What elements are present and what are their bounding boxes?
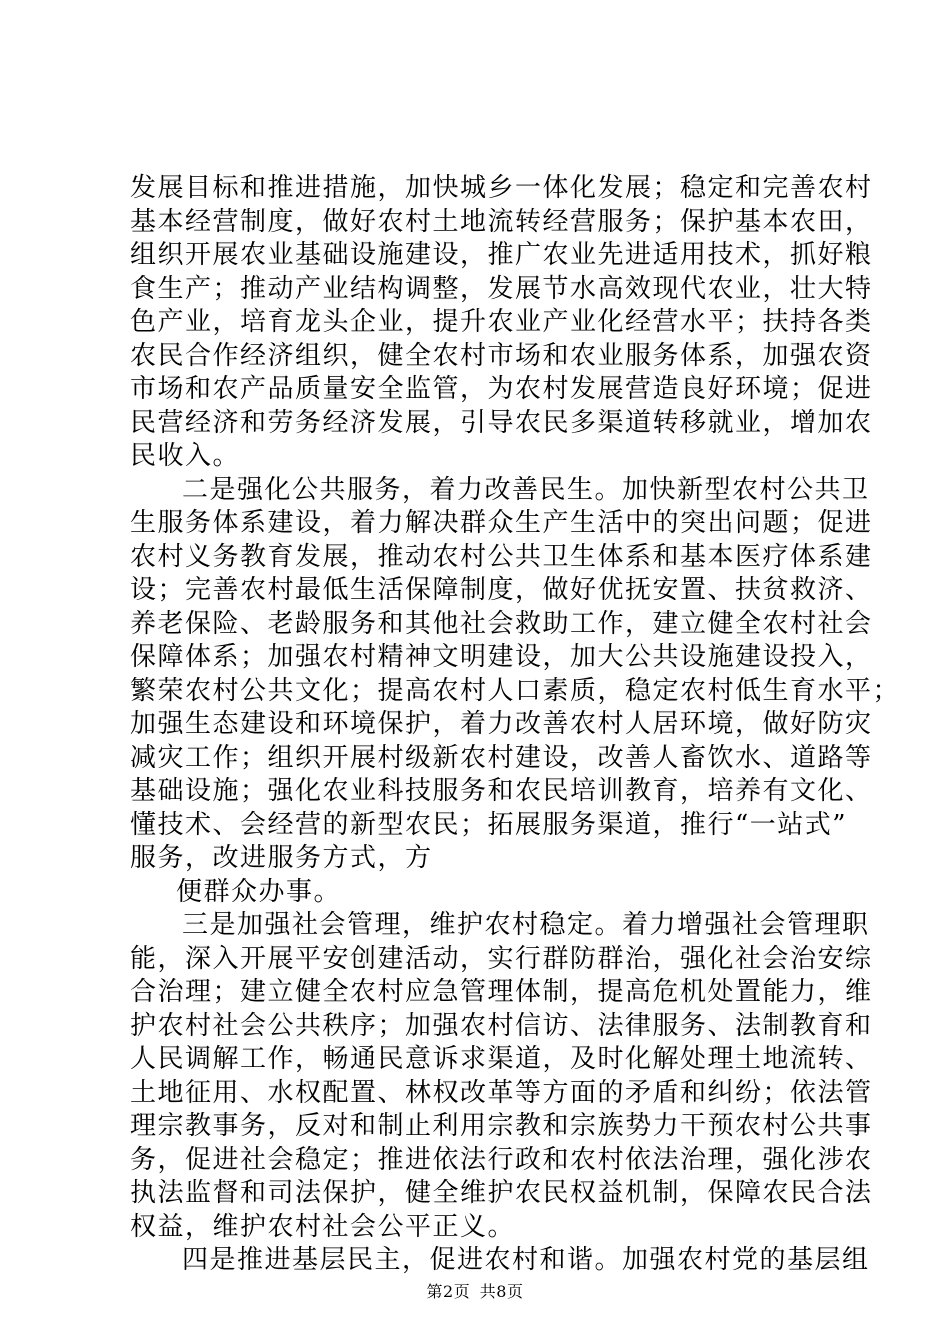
text-line: 色产业，培育龙头企业，提升农业产业化经营水平；扶持各类 — [130, 307, 873, 337]
text-line: 民营经济和劳务经济发展，引导农民多渠道转移就业，增加农 — [130, 407, 873, 438]
page-total: 共8页 — [479, 1282, 524, 1301]
page-number: 第2页 — [426, 1282, 471, 1301]
text-line: 保障体系；加强农村精神文明建设，加大公共设施建设投入， — [130, 642, 873, 672]
text-line: 养老保险、老龄服务和其他社会救助工作，建立健全农村社会 — [130, 608, 873, 639]
text-line: 务，促进社会稳定；推进依法行政和农村依法治理，强化涉农 — [130, 1144, 873, 1175]
text-line: 加强生态建设和环境保护，着力改善农村人居环境，做好防灾 — [130, 709, 873, 739]
text-line: 繁荣农村公共文化；提高农村人口素质，稳定农村低生育水平； — [130, 675, 901, 706]
text-line: 减灾工作；组织开展村级新农村建设，改善人畜饮水、道路等 — [130, 742, 873, 773]
text-line: 执法监督和司法保护，健全维护农民权益机制，保障农民合法 — [130, 1178, 873, 1208]
text-line: 设；完善农村最低生活保障制度，做好优抚安置、扶贫救济、 — [130, 575, 873, 605]
page-footer — [0, 1279, 950, 1302]
text-line: 土地征用、水权配置、林权改革等方面的矛盾和纠纷；依法管 — [130, 1077, 873, 1108]
text-line: 民收入。 — [130, 441, 241, 471]
text-line: 食生产；推动产业结构调整，发展节水高效现代农业，壮大特 — [130, 273, 873, 304]
document-body — [130, 172, 901, 1278]
text-line: 三是加强社会管理，维护农村稳定。着力增强社会管理职 — [182, 910, 870, 940]
text-line: 理宗教事务，反对和制止利用宗教和宗族势力干预农村公共事 — [130, 1111, 873, 1141]
text-line: 生服务体系建设，着力解决群众生产生活中的突出问题；促进 — [130, 508, 873, 538]
text-line: 发展目标和推进措施，加快城乡一体化发展；稳定和完善农村 — [130, 173, 873, 203]
text-line: 服务，改进服务方式，方 — [130, 843, 433, 873]
text-line: 护农村社会公共秩序；加强农村信访、法律服务、法制教育和 — [130, 1010, 873, 1041]
text-line: 二是强化公共服务，着力改善民生。加快新型农村公共卫 — [182, 474, 870, 505]
text-line: 组织开展农业基础设施建设，推广农业先进适用技术，抓好粮 — [130, 240, 873, 270]
text-line: 四是推进基层民主，促进农村和谐。加强农村党的基层组 — [182, 1245, 870, 1275]
text-line: 能，深入开展平安创建活动，实行群防群治，强化社会治安综 — [130, 943, 873, 974]
text-line: 农村义务教育发展，推动农村公共卫生体系和基本医疗体系建 — [130, 541, 873, 572]
text-line: 基础设施；强化农业科技服务和农民培训教育，培养有文化、 — [130, 776, 873, 806]
text-line: 合治理；建立健全农村应急管理体制，提高危机处置能力，维 — [130, 977, 873, 1007]
text-line: 懂技术、会经营的新型农民；拓展服务渠道，推行“一站式” — [130, 809, 848, 840]
text-line: 人民调解工作，畅通民意诉求渠道，及时化解处理土地流转、 — [130, 1044, 873, 1074]
text-line: 权益，维护农村社会公平正义。 — [130, 1211, 516, 1242]
text-line: 便群众办事。 — [176, 876, 342, 907]
text-line: 基本经营制度，做好农村土地流转经营服务；保护基本农田， — [130, 206, 873, 237]
text-line: 农民合作经济组织，健全农村市场和农业服务体系，加强农资 — [130, 340, 873, 371]
text-line: 市场和农产品质量安全监管，为农村发展营造良好环境；促进 — [130, 374, 873, 404]
